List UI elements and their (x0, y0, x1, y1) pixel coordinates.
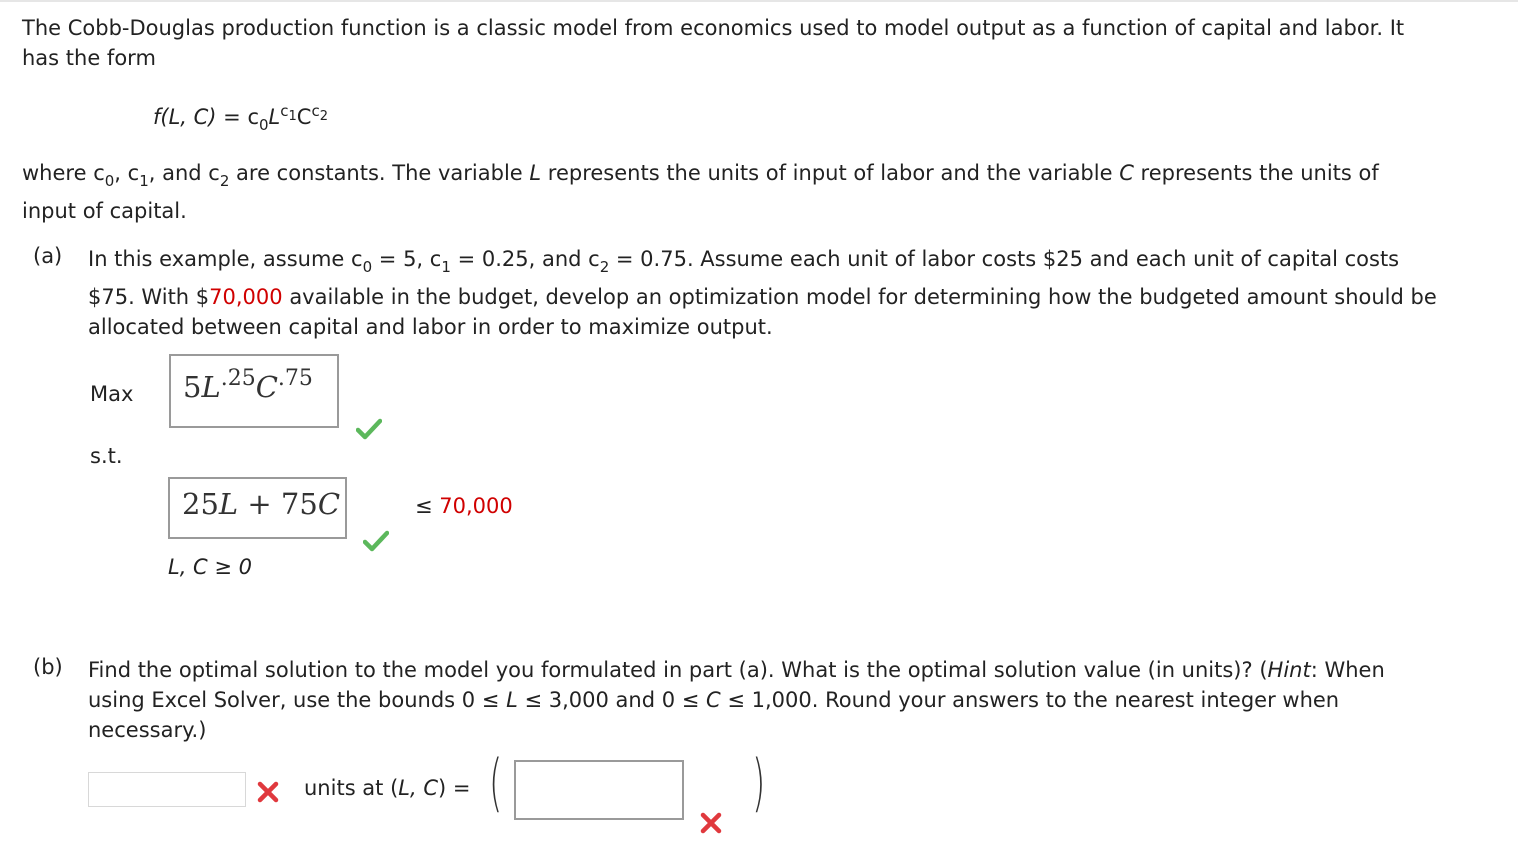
top-divider (0, 0, 1518, 2)
optimal-point-incorrect-x-icon (700, 812, 722, 834)
where-text: where $c_0$, $c_1$, and $c_2$ are constants. The variable L represents the units of input of labor and the variable C represents the units of input of capital. (22, 161, 1379, 223)
cobb-douglas-formula: f(L, $C) = c_0L^{c_1}C^{c_2}$ (153, 102, 328, 134)
budget-value: 70,000 (209, 285, 283, 309)
part-a-text: In this example, assume $c_0 = 5$, $c_1 = 0.25$, and $c_2 = 0.75$. Assume each unit of labor costs $25 and each unit of capital costs $75. With $70,000 available in the budget, develop an optimization model for determining how the budgeted amount should be allocated between capital and labor in order to maximize output. (88, 247, 1437, 339)
constraint-rhs: ≤ 70,000 (415, 494, 513, 518)
optimal-point-input[interactable] (514, 760, 684, 820)
subject-to-label: s.t. (90, 444, 123, 468)
part-a-label: (a) (33, 244, 63, 268)
max-label: Max (90, 382, 134, 406)
nonnegativity-constraint: L, C ≥ 0 (168, 555, 253, 579)
intro-line-2: has the form (22, 46, 156, 70)
right-paren: ) (752, 746, 766, 819)
part-b-text: Find the optimal solution to the model you formulated in part (a). What is the optimal solution value (in units)? (Hint: When using Excel Solver, use the bounds 0 ≤ L ≤ 3,000 and 0 ≤ C ≤ 1,000. Round your answers to the nearest integer when necessary.) (88, 658, 1385, 742)
intro-line-1: The Cobb-Douglas production function is a classic model from economics used to model output as a function of capital and labor. It (22, 16, 1405, 40)
optimal-value-input[interactable] (88, 772, 246, 807)
constraint-input[interactable]: 25L + 75C (168, 477, 347, 539)
units-at-label: units at (L, C) = (304, 776, 471, 800)
part-b-label: (b) (33, 655, 63, 679)
objective-function-input[interactable]: $5L^{.25}C^{.75}$ (169, 354, 339, 428)
objective-correct-check-icon (356, 418, 382, 440)
left-paren: ( (489, 746, 503, 819)
intro-text (22, 13, 1404, 73)
optimal-value-incorrect-x-icon (257, 781, 279, 803)
constraint-correct-check-icon (363, 530, 389, 552)
